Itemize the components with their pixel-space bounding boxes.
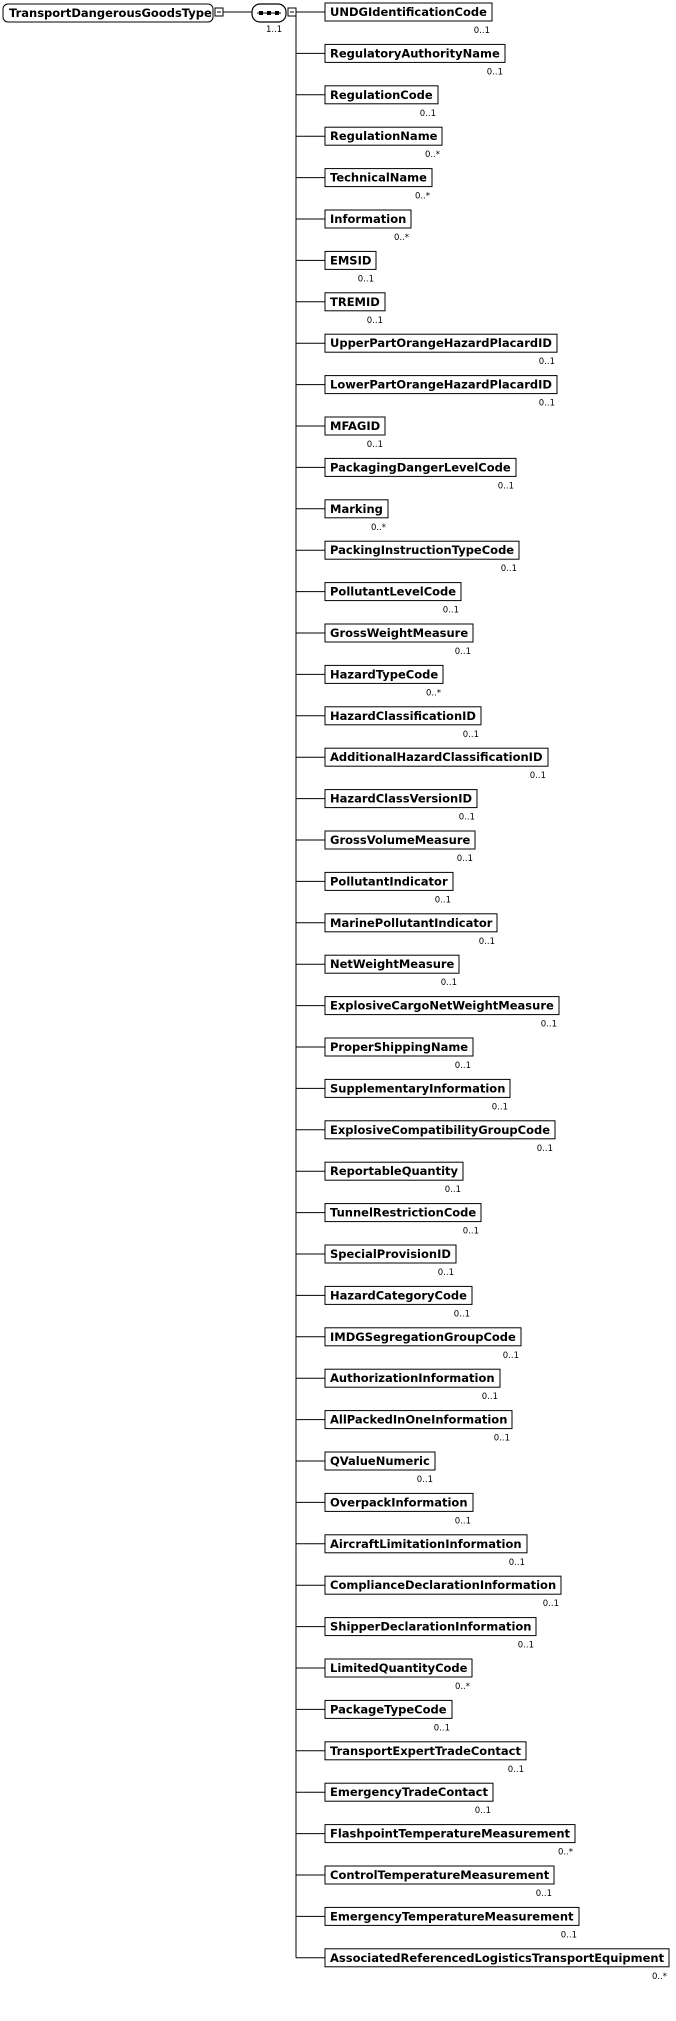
- child-element[interactable]: [296, 914, 497, 947]
- child-element-label: SupplementaryInformation: [330, 1081, 506, 1096]
- child-element[interactable]: [296, 210, 411, 243]
- child-element-label: PackageTypeCode: [330, 1702, 447, 1717]
- child-cardinality: 0..1: [416, 1475, 433, 1485]
- child-cardinality: 0..*: [557, 1847, 573, 1858]
- sequence-dot-icon: [259, 11, 263, 15]
- child-element[interactable]: [296, 583, 461, 616]
- child-cardinality: 0..1: [419, 108, 436, 119]
- child-cardinality: 0..1: [442, 605, 459, 616]
- child-cardinality: 0..*: [370, 522, 386, 533]
- child-cardinality: 0..1: [517, 1640, 534, 1651]
- child-element[interactable]: [296, 1742, 526, 1775]
- child-element[interactable]: [296, 376, 557, 409]
- child-cardinality: 0..1: [542, 1599, 559, 1610]
- child-element[interactable]: [296, 1576, 561, 1609]
- child-element-label: HazardTypeCode: [330, 667, 439, 682]
- child-cardinality: 0..*: [414, 191, 430, 202]
- child-cardinality: 0..*: [651, 1971, 667, 1982]
- child-cardinality: 0..1: [500, 564, 517, 575]
- child-cardinality: 0..1: [366, 315, 383, 326]
- child-cardinality: 0..1: [437, 1268, 454, 1278]
- sequence-expand-toggle[interactable]: [288, 8, 296, 16]
- child-element[interactable]: [296, 748, 548, 781]
- child-element-label: ShipperDeclarationInformation: [330, 1619, 532, 1634]
- root-element[interactable]: [3, 4, 213, 22]
- child-element-label: AdditionalHazardClassificationID: [330, 750, 543, 765]
- child-element[interactable]: [296, 831, 475, 864]
- child-element-label: GrossVolumeMeasure: [330, 833, 471, 847]
- child-cardinality: 0..1: [462, 729, 479, 740]
- child-element-label: HazardCategoryCode: [330, 1288, 467, 1303]
- child-cardinality: 0..1: [366, 440, 383, 450]
- child-element[interactable]: [296, 458, 516, 491]
- child-element-label: PollutantIndicator: [330, 874, 448, 889]
- child-cardinality: 0..1: [440, 978, 457, 989]
- child-cardinality: 0..1: [507, 1764, 524, 1775]
- child-cardinality: 0..*: [424, 150, 440, 161]
- child-element[interactable]: [296, 997, 559, 1030]
- child-element-label: ControlTemperatureMeasurement: [330, 1868, 550, 1882]
- child-element[interactable]: [296, 1618, 536, 1651]
- child-element[interactable]: [296, 1369, 500, 1402]
- child-element[interactable]: [296, 86, 438, 119]
- child-element[interactable]: [296, 1162, 463, 1195]
- child-cardinality: 0..1: [508, 1557, 525, 1568]
- child-element[interactable]: [296, 417, 385, 450]
- child-element[interactable]: [296, 1079, 510, 1112]
- child-element[interactable]: [296, 1411, 512, 1444]
- child-element-label: SpecialProvisionID: [330, 1247, 451, 1261]
- child-element-label: AircraftLimitationInformation: [330, 1536, 522, 1551]
- child-cardinality: 0..1: [454, 1061, 471, 1071]
- child-elements: [296, 3, 669, 1982]
- child-element[interactable]: [296, 1493, 473, 1526]
- child-cardinality: 0..1: [454, 1516, 471, 1527]
- child-element[interactable]: [296, 169, 432, 202]
- child-element-label: AllPackedInOneInformation: [330, 1412, 508, 1427]
- child-cardinality: 0..1: [444, 1185, 461, 1196]
- child-cardinality: 0..1: [453, 1309, 470, 1320]
- child-element[interactable]: [296, 955, 459, 988]
- child-element-label: IMDGSegregationGroupCode: [330, 1329, 516, 1344]
- child-element[interactable]: [296, 872, 453, 905]
- child-cardinality: 0..1: [474, 1806, 491, 1817]
- child-cardinality: 0..1: [473, 26, 490, 36]
- child-element-label: LimitedQuantityCode: [330, 1661, 468, 1675]
- child-element[interactable]: [296, 1783, 493, 1816]
- child-element-label: NetWeightMeasure: [330, 957, 455, 972]
- child-cardinality: 0..1: [491, 1102, 508, 1113]
- child-element-label: ExplosiveCargoNetWeightMeasure: [330, 998, 554, 1013]
- child-element-label: ComplianceDeclarationInformation: [330, 1578, 557, 1593]
- child-cardinality: 0..1: [540, 1019, 557, 1030]
- child-element[interactable]: [296, 1659, 472, 1692]
- child-element[interactable]: [296, 1452, 435, 1485]
- child-element[interactable]: [296, 127, 442, 160]
- child-element-label: TechnicalName: [330, 170, 427, 185]
- child-cardinality: 0..1: [502, 1350, 519, 1361]
- child-element-label: PackingInstructionTypeCode: [330, 543, 515, 558]
- child-cardinality: 0..1: [486, 67, 503, 78]
- child-element[interactable]: [296, 1038, 473, 1071]
- child-element-label: PollutantLevelCode: [330, 584, 457, 599]
- child-element-label: QValueNumeric: [330, 1454, 430, 1468]
- child-cardinality: 0..1: [462, 1226, 479, 1237]
- child-element-label: HazardClassVersionID: [330, 791, 473, 806]
- child-element[interactable]: [296, 44, 505, 77]
- child-element-label: OverpackInformation: [330, 1495, 468, 1510]
- child-element[interactable]: [296, 790, 477, 823]
- child-element[interactable]: [296, 665, 443, 698]
- sequence-compositor: [252, 4, 286, 22]
- child-element[interactable]: [296, 1204, 481, 1237]
- child-element-label: ExplosiveCompatibilityGroupCode: [330, 1122, 551, 1137]
- child-element[interactable]: [296, 1328, 521, 1361]
- child-cardinality: 0..1: [560, 1930, 577, 1941]
- child-element-label: UpperPartOrangeHazardPlacardID: [330, 336, 552, 351]
- child-element[interactable]: [296, 3, 492, 36]
- child-element[interactable]: [296, 1907, 579, 1940]
- child-cardinality: 0..1: [538, 357, 555, 368]
- child-element-label: TREMID: [330, 294, 380, 309]
- child-element[interactable]: [296, 1700, 452, 1733]
- sequence-dot-icon: [275, 11, 279, 15]
- child-element[interactable]: [296, 1825, 575, 1858]
- child-element[interactable]: [296, 1245, 456, 1278]
- child-element-label: EmergencyTemperatureMeasurement: [330, 1909, 574, 1924]
- child-element-label: LowerPartOrangeHazardPlacardID: [330, 377, 552, 392]
- child-element-label: RegulatoryAuthorityName: [330, 46, 500, 61]
- child-cardinality: 0..1: [478, 936, 495, 947]
- root-element-label: TransportDangerousGoodsType: [9, 6, 212, 20]
- child-element[interactable]: [296, 1286, 472, 1319]
- child-cardinality: 0..1: [481, 1392, 498, 1403]
- child-element-label: FlashpointTemperatureMeasurement: [330, 1826, 571, 1841]
- child-element-label: TransportExpertTradeContact: [330, 1743, 521, 1758]
- child-cardinality: 0..1: [497, 481, 514, 492]
- child-cardinality: 0..1: [529, 771, 546, 782]
- child-element[interactable]: [296, 500, 388, 533]
- child-element-label: MFAGID: [330, 419, 381, 433]
- child-element-label: PackagingDangerLevelCode: [330, 460, 511, 475]
- child-element-label: RegulationName: [330, 129, 438, 144]
- child-element-label: ProperShippingName: [330, 1040, 469, 1054]
- child-element[interactable]: [296, 541, 519, 574]
- child-cardinality: 0..1: [535, 1889, 552, 1899]
- child-element-label: AuthorizationInformation: [330, 1371, 495, 1386]
- child-element[interactable]: [296, 293, 385, 326]
- child-cardinality: 0..*: [425, 688, 441, 699]
- child-element-label: ReportableQuantity: [330, 1164, 459, 1179]
- child-element-label: EMSID: [330, 253, 372, 268]
- child-cardinality: 0..*: [393, 233, 409, 243]
- child-element-label: RegulationCode: [330, 87, 433, 102]
- root-expand-toggle[interactable]: [215, 8, 223, 16]
- sequence-dot-icon: [267, 11, 271, 15]
- child-cardinality: 0..1: [454, 647, 471, 657]
- child-element-label: EmergencyTradeContact: [330, 1785, 488, 1800]
- child-element-label: Information: [330, 212, 407, 226]
- child-element-label: TunnelRestrictionCode: [330, 1205, 477, 1220]
- child-element-label: Marking: [330, 501, 383, 516]
- child-cardinality: 0..1: [536, 1143, 553, 1154]
- sequence-cardinality: 1..1: [266, 25, 283, 35]
- child-cardinality: 0..1: [538, 398, 555, 409]
- child-element-label: MarinePollutantIndicator: [330, 915, 493, 930]
- child-element[interactable]: [296, 251, 376, 284]
- child-cardinality: 0..1: [434, 895, 451, 906]
- child-cardinality: 0..*: [454, 1682, 470, 1692]
- child-element[interactable]: [296, 334, 557, 367]
- child-element[interactable]: [296, 624, 473, 657]
- child-element-label: AssociatedReferencedLogisticsTransportEquipment: [330, 1950, 665, 1965]
- child-element-label: HazardClassificationID: [330, 708, 476, 723]
- child-cardinality: 0..1: [456, 854, 473, 864]
- child-element[interactable]: [296, 1535, 527, 1568]
- child-cardinality: 0..1: [433, 1723, 450, 1734]
- child-element[interactable]: [296, 707, 481, 740]
- child-cardinality: 0..1: [458, 812, 475, 823]
- child-element-label: UNDGIdentificationCode: [330, 5, 487, 19]
- child-cardinality: 0..1: [493, 1433, 510, 1444]
- child-element[interactable]: [296, 1949, 669, 1982]
- child-element[interactable]: [296, 1121, 555, 1154]
- child-element[interactable]: [296, 1866, 554, 1899]
- child-cardinality: 0..1: [357, 274, 374, 285]
- child-element-label: GrossWeightMeasure: [330, 626, 469, 640]
